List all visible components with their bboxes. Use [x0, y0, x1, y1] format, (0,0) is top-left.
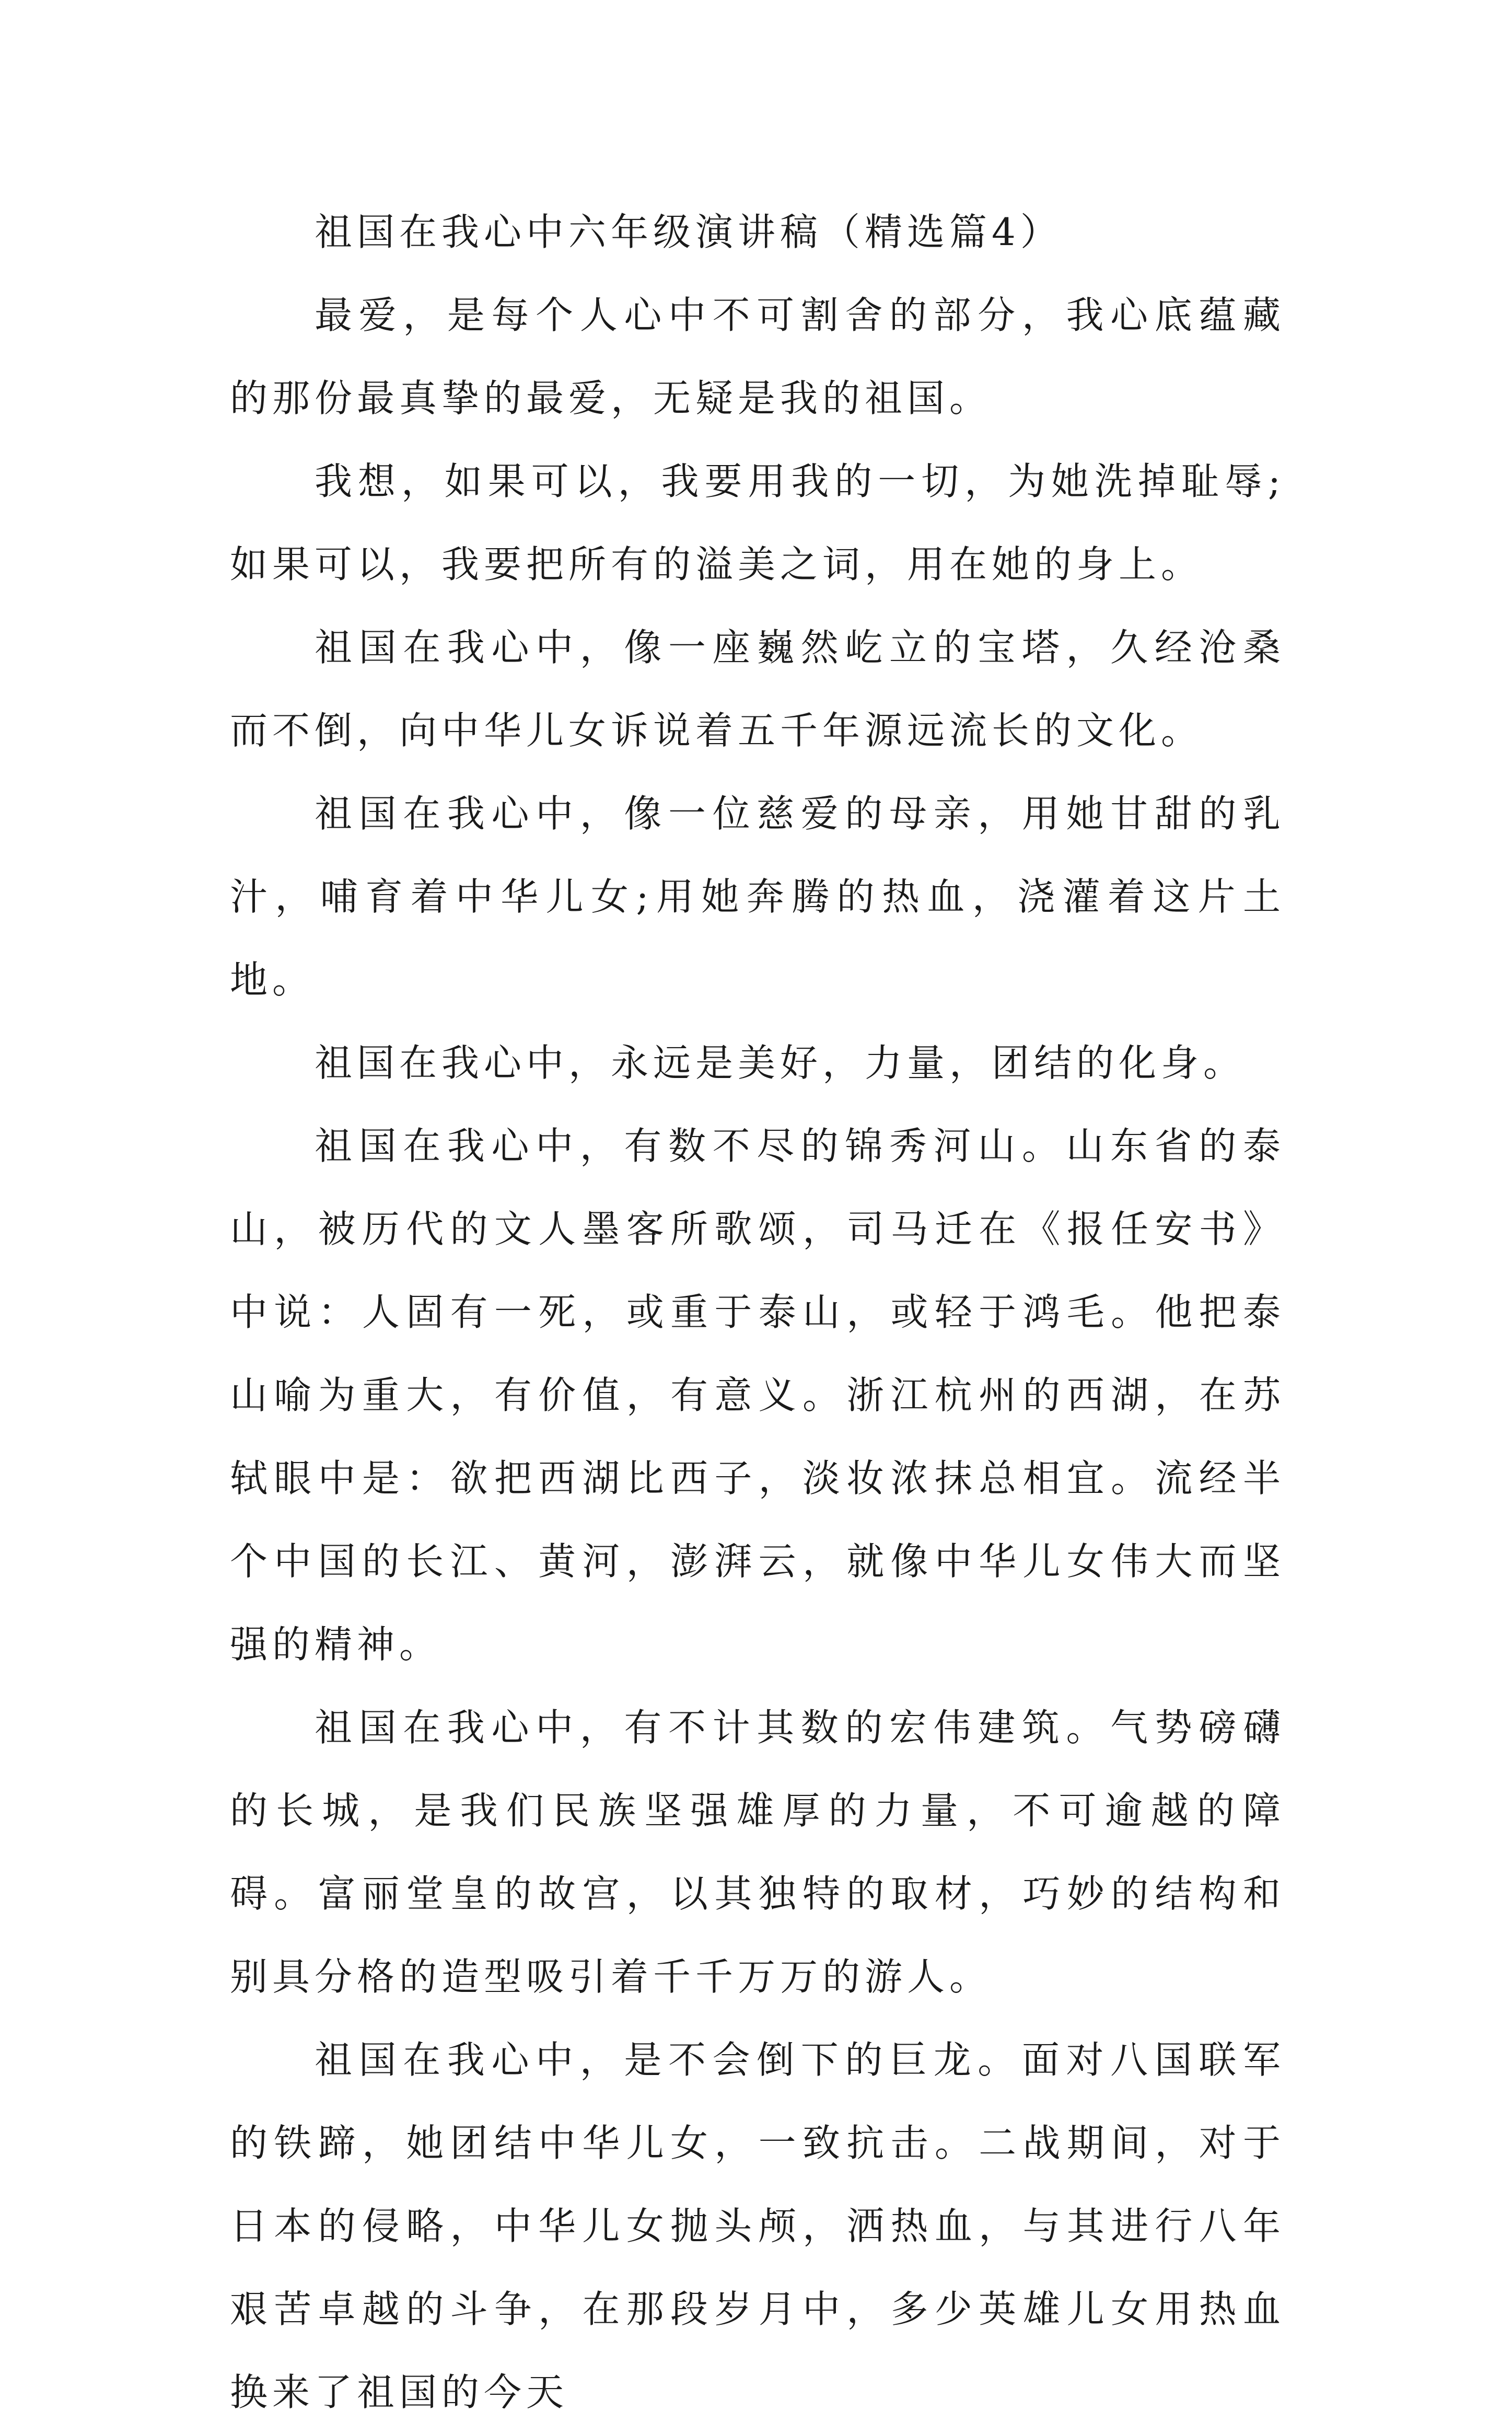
paragraph: 祖国在我心中，有数不尽的锦秀河山。山东省的泰山，被历代的文人墨客所歌颂，司马迁在《报任安书》中说：人固有一死，或重于泰山，或轻于鸿毛。他把泰山喻为重大，有价值，有意义。浙江杭州的西湖，在苏轼眼中是：欲把西湖比西子，淡妆浓抹总相宜。流经半个中国的长江、黄河，澎湃云，就像中华儿女伟大而坚强的精神。 [230, 1124, 1285, 1666]
paragraph: 我想，如果可以，我要用我的一切，为她洗掉耻辱;如果可以，我要把所有的溢美之词，用在她的身上。 [230, 459, 1285, 586]
document-title: 祖国在我心中六年级演讲稿（精选篇4） [315, 210, 1063, 254]
paragraph: 最爱，是每个人心中不可割舍的部分，我心底蕴藏的那份最真挚的最爱，无疑是我的祖国。 [230, 293, 1285, 420]
paragraph: 祖国在我心中，有不计其数的宏伟建筑。气势磅礴的长城，是我们民族坚强雄厚的力量，不可逾越的障碍。富丽堂皇的故宫，以其独特的取材，巧妙的结构和别具分格的造型吸引着千千万万的游人。 [230, 1706, 1285, 1999]
paragraph: 祖国在我心中，是不会倒下的巨龙。面对八国联军的铁蹄，她团结中华儿女，一致抗击。二战期间，对于日本的侵略，中华儿女抛头颅，洒热血，与其进行八年艰苦卓越的斗争，在那段岁月中，多少英雄儿女用热血换来了祖国的今天 [230, 2038, 1285, 2414]
paragraph: 祖国在我心中，像一座巍然屹立的宝塔，久经沧桑而不倒，向中华儿女诉说着五千年源远流长的文化。 [230, 625, 1285, 752]
paragraph: 祖国在我心中，像一位慈爱的母亲，用她甘甜的乳汁，哺育着中华儿女;用她奔腾的热血，浇灌着这片土地。 [230, 792, 1285, 1002]
paragraph: 祖国在我心中，永远是美好，力量，团结的化身。 [315, 1041, 1246, 1085]
document-body [230, 191, 1285, 2434]
